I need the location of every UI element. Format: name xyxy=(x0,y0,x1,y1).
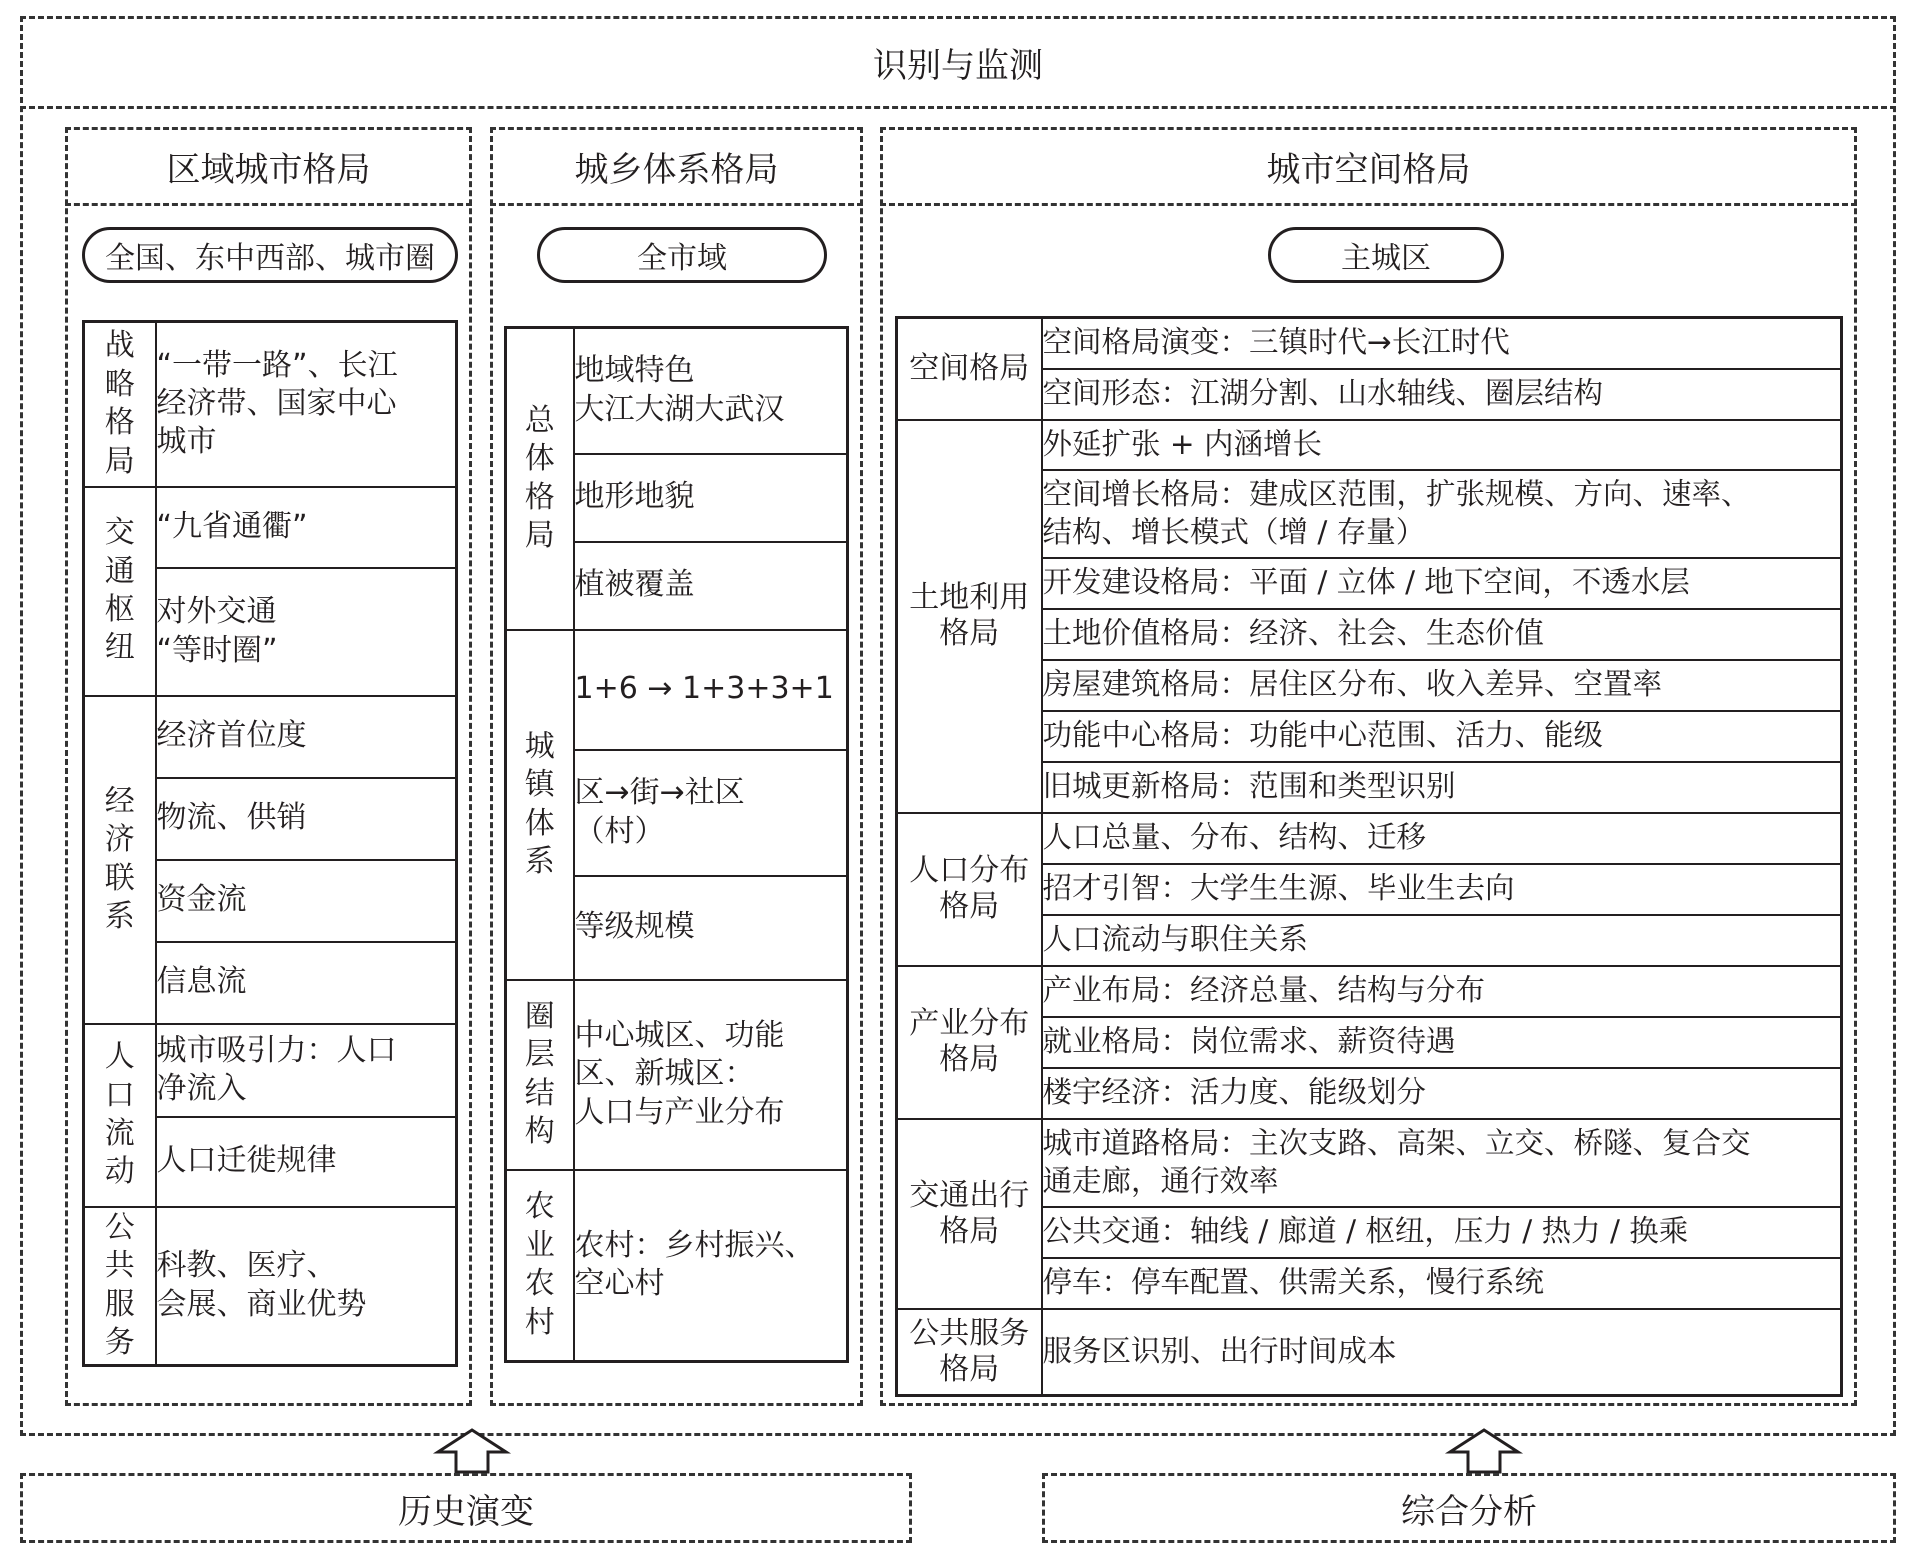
col3-divider xyxy=(880,203,1857,206)
col2-scope-pill: 全市域 xyxy=(537,227,827,283)
col3-item: 停车：停车配置、供需关系，慢行系统 xyxy=(1042,1258,1842,1309)
col1-cat: 公共服务 xyxy=(84,1207,156,1366)
col1-item: 对外交通 “等时圈” xyxy=(156,568,457,696)
col3-cat: 交通出行 格局 xyxy=(897,1119,1042,1309)
col2-item: 等级规模 xyxy=(574,876,848,980)
col1-scope-pill: 全国、东中西部、城市圈 xyxy=(82,227,458,283)
up-arrow-left xyxy=(432,1426,512,1476)
col2-item: 农村：乡村振兴、 空心村 xyxy=(574,1170,848,1362)
col2-item: 1+6 → 1+3+3+1 xyxy=(574,630,848,750)
col3-header: 城市空间格局 xyxy=(1266,150,1471,190)
col3-table xyxy=(895,316,1843,1397)
col2-cat: 城镇体系 xyxy=(506,630,574,980)
col3-item: 公共交通：轴线 / 廊道 / 枢纽，压力 / 热力 / 换乘 xyxy=(1042,1207,1842,1258)
outer-frame-divider xyxy=(20,106,1896,109)
col3-cat: 人口分布 格局 xyxy=(897,813,1042,966)
up-arrow-right xyxy=(1444,1426,1524,1476)
col3-item: 旧城更新格局：范围和类型识别 xyxy=(1042,762,1842,813)
col3-cat: 土地利用 格局 xyxy=(897,420,1042,813)
col3-item: 空间形态：江湖分割、山水轴线、圈层结构 xyxy=(1042,369,1842,420)
col2-cat: 农业农村 xyxy=(506,1170,574,1362)
bottom-right-box: 综合分析 xyxy=(1042,1473,1896,1543)
col3-item: 城市道路格局：主次支路、高架、立交、桥隧、复合交 通走廊，通行效率 xyxy=(1042,1119,1842,1207)
col3-item: 土地价值格局：经济、社会、生态价值 xyxy=(1042,609,1842,660)
col3-item: 人口流动与职住关系 xyxy=(1042,915,1842,966)
col3-cat: 公共服务 格局 xyxy=(897,1309,1042,1396)
col3-item: 人口总量、分布、结构、迁移 xyxy=(1042,813,1842,864)
col3-item: 房屋建筑格局：居住区分布、收入差异、空置率 xyxy=(1042,660,1842,711)
top-title: 识别与监测 xyxy=(873,46,1043,86)
col1-cat: 经济联系 xyxy=(84,696,156,1024)
col2-divider xyxy=(490,203,863,206)
col1-item: 城市吸引力：人口 净流入 xyxy=(156,1024,457,1117)
col3-cat: 空间格局 xyxy=(897,318,1042,420)
col1-item: 人口迁徙规律 xyxy=(156,1117,457,1207)
col1-header: 区域城市格局 xyxy=(166,150,371,190)
col3-item: 就业格局：岗位需求、薪资待遇 xyxy=(1042,1017,1842,1068)
col3-cat: 产业分布 格局 xyxy=(897,966,1042,1119)
col3-item: 服务区识别、出行时间成本 xyxy=(1042,1309,1842,1396)
col3-item: 产业布局：经济总量、结构与分布 xyxy=(1042,966,1842,1017)
col2-item: 植被覆盖 xyxy=(574,542,848,630)
col1-item: 物流、供销 xyxy=(156,778,457,860)
bottom-left-box: 历史演变 xyxy=(20,1473,912,1543)
col1-item: 科教、医疗、 会展、商业优势 xyxy=(156,1207,457,1366)
col2-item: 区→街→社区 （村） xyxy=(574,750,848,876)
col2-header: 城乡体系格局 xyxy=(574,150,779,190)
col1-table xyxy=(82,320,458,1367)
col1-item: “九省通衢” xyxy=(156,487,457,568)
col3-item: 空间增长格局：建成区范围，扩张规模、方向、速率、 结构、增长模式（增 / 存量） xyxy=(1042,470,1842,558)
col2-cat: 圈层结构 xyxy=(506,980,574,1170)
col3-scope-pill: 主城区 xyxy=(1268,227,1504,283)
col2-cat: 总体格局 xyxy=(506,328,574,630)
col3-item: 外延扩张 + 内涵增长 xyxy=(1042,420,1842,470)
col2-table xyxy=(504,326,849,1363)
col1-cat: 交通枢纽 xyxy=(84,487,156,696)
col1-item: 资金流 xyxy=(156,860,457,942)
col3-item: 开发建设格局：平面 / 立体 / 地下空间，不透水层 xyxy=(1042,558,1842,609)
col1-cat: 人口流动 xyxy=(84,1024,156,1207)
col3-item: 招才引智：大学生生源、毕业生去向 xyxy=(1042,864,1842,915)
col2-item: 中心城区、功能 区、新城区： 人口与产业分布 xyxy=(574,980,848,1170)
col2-item: 地形地貌 xyxy=(574,454,848,542)
col1-item: 信息流 xyxy=(156,942,457,1024)
col1-cat: 战略格局 xyxy=(84,322,156,487)
col1-item: “一带一路”、长江 经济带、国家中心 城市 xyxy=(156,322,457,487)
col1-item: 经济首位度 xyxy=(156,696,457,778)
col3-item: 楼宇经济：活力度、能级划分 xyxy=(1042,1068,1842,1119)
col3-item: 功能中心格局：功能中心范围、活力、能级 xyxy=(1042,711,1842,762)
col3-item: 空间格局演变：三镇时代→长江时代 xyxy=(1042,318,1842,369)
col2-item: 地域特色 大江大湖大武汉 xyxy=(574,328,848,454)
col1-divider xyxy=(65,203,472,206)
